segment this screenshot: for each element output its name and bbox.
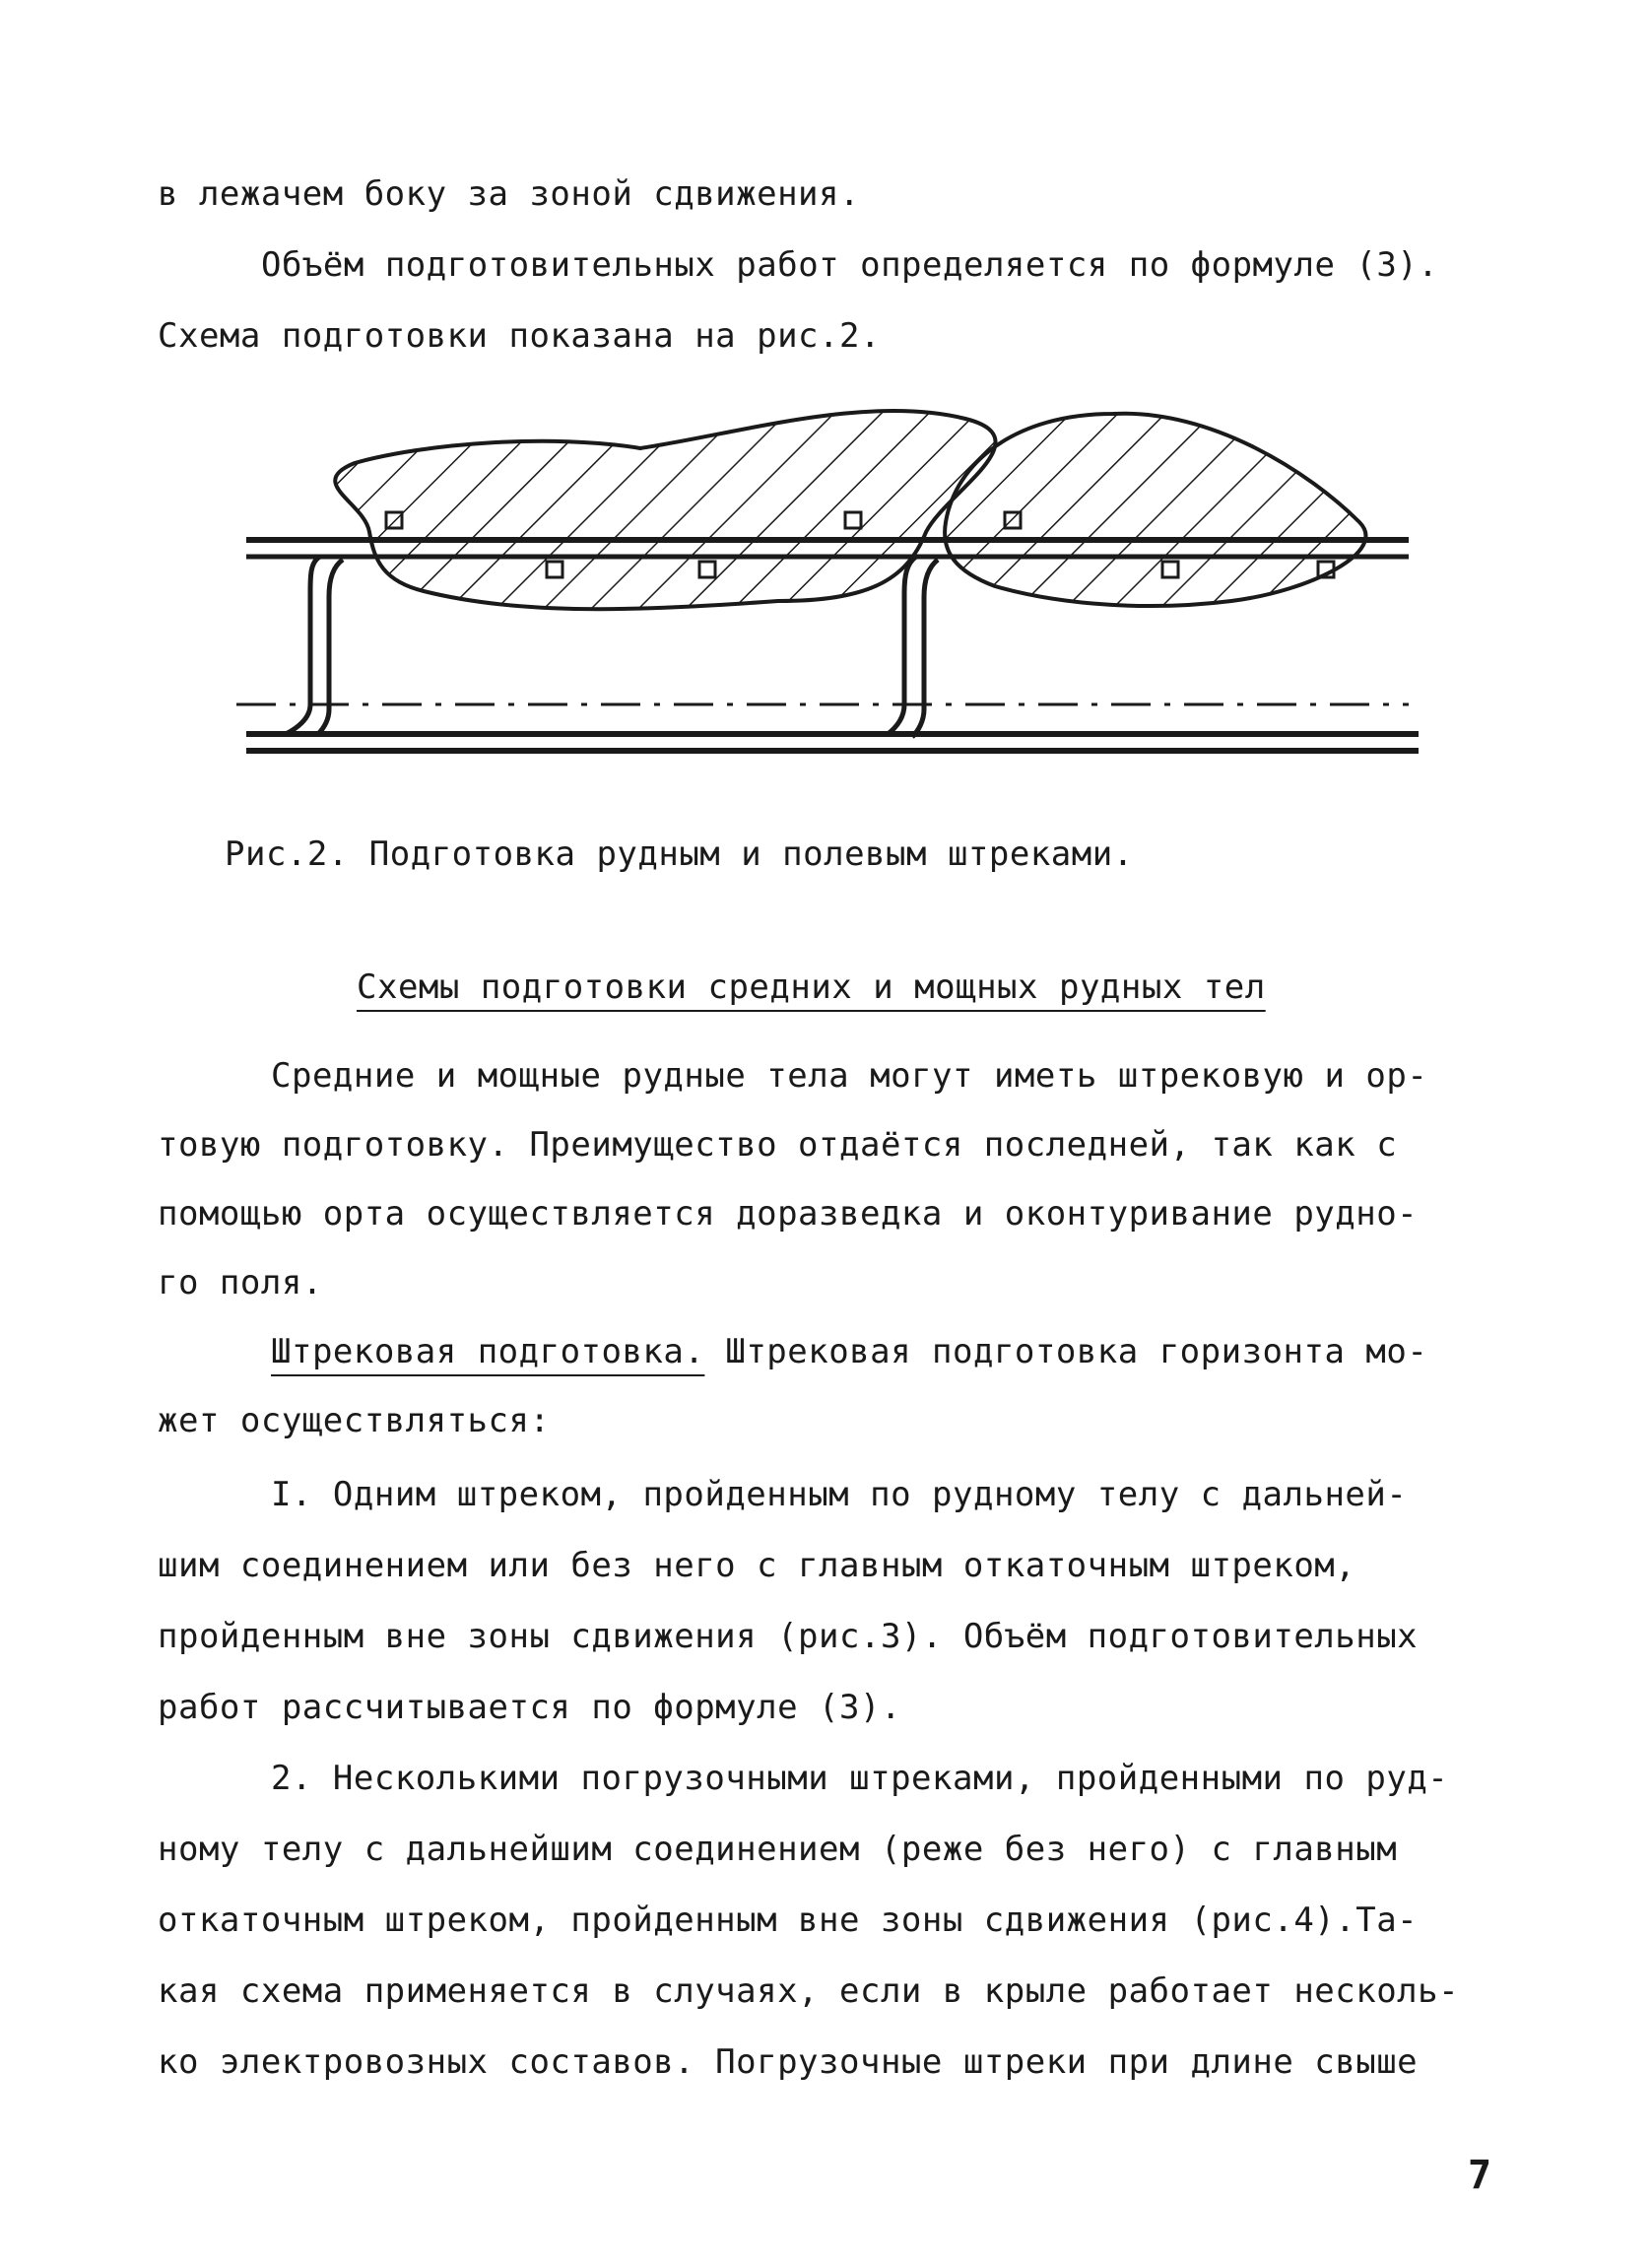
figure-2-diagram	[227, 404, 1428, 778]
crosscut-left	[286, 557, 320, 734]
item1-line-1: I. Одним штреком, пройденным по рудному телу с дальней-	[271, 1475, 1408, 1514]
para2-label: Штрековая подготовка.	[271, 1332, 705, 1371]
intro-line-3: Схема подготовки показана на рис.2.	[158, 316, 881, 356]
item1-line-2: шим соединением или без него с главным откаточным штреком,	[158, 1546, 1356, 1585]
item2-line-4: кая схема применяется в случаях, если в крыле работает несколь-	[158, 1971, 1460, 2011]
section-heading: Схемы подготовки средних и мощных рудных тел	[357, 967, 1266, 1007]
item1-line-4: работ рассчитывается по формуле (3).	[158, 1688, 901, 1727]
ore-body-left	[335, 411, 995, 609]
item2-line-2: ному телу с дальнейшим соединением (реже без него) с главным	[158, 1830, 1398, 1869]
item2-line-1: 2. Несколькими погрузочными штреками, пройденными по руд-	[271, 1759, 1449, 1798]
intro-line-1: в лежачем боку за зоной сдвижения.	[158, 174, 860, 214]
crosscut-right-inner	[912, 560, 938, 737]
para1-line-4: го поля.	[158, 1263, 323, 1302]
item2-line-3: откаточным штреком, пройденным вне зоны сдвижения (рис.4).Та-	[158, 1901, 1419, 1940]
para2-line-2: жет осуществляться:	[158, 1401, 551, 1440]
item1-line-3: пройденным вне зоны сдвижения (рис.3). Объём подготовительных	[158, 1617, 1419, 1656]
page-number: 7	[1468, 2153, 1492, 2198]
intro-line-2: Объём подготовительных работ определяется по формуле (3).	[261, 245, 1439, 285]
para2-rest: Штрековая подготовка горизонта мо-	[704, 1332, 1428, 1371]
figure-caption: Рис.2. Подготовка рудным и полевым штреками.	[225, 834, 1134, 874]
para1-line-2: товую подготовку. Преимущество отдаётся последней, так как с	[158, 1125, 1398, 1165]
crosscut-left-inner	[317, 560, 343, 735]
item2-line-5: ко электровозных составов. Погрузочные штреки при длине свыше	[158, 2042, 1419, 2082]
ore-body-right	[945, 414, 1365, 606]
crosscut-right	[887, 557, 916, 735]
para1-line-1: Средние и мощные рудные тела могут иметь штрековую и ор-	[271, 1056, 1428, 1096]
para1-line-3: помощью орта осуществляется доразведка и оконтуривание рудно-	[158, 1194, 1419, 1234]
para2-line-1	[271, 1332, 1428, 1371]
